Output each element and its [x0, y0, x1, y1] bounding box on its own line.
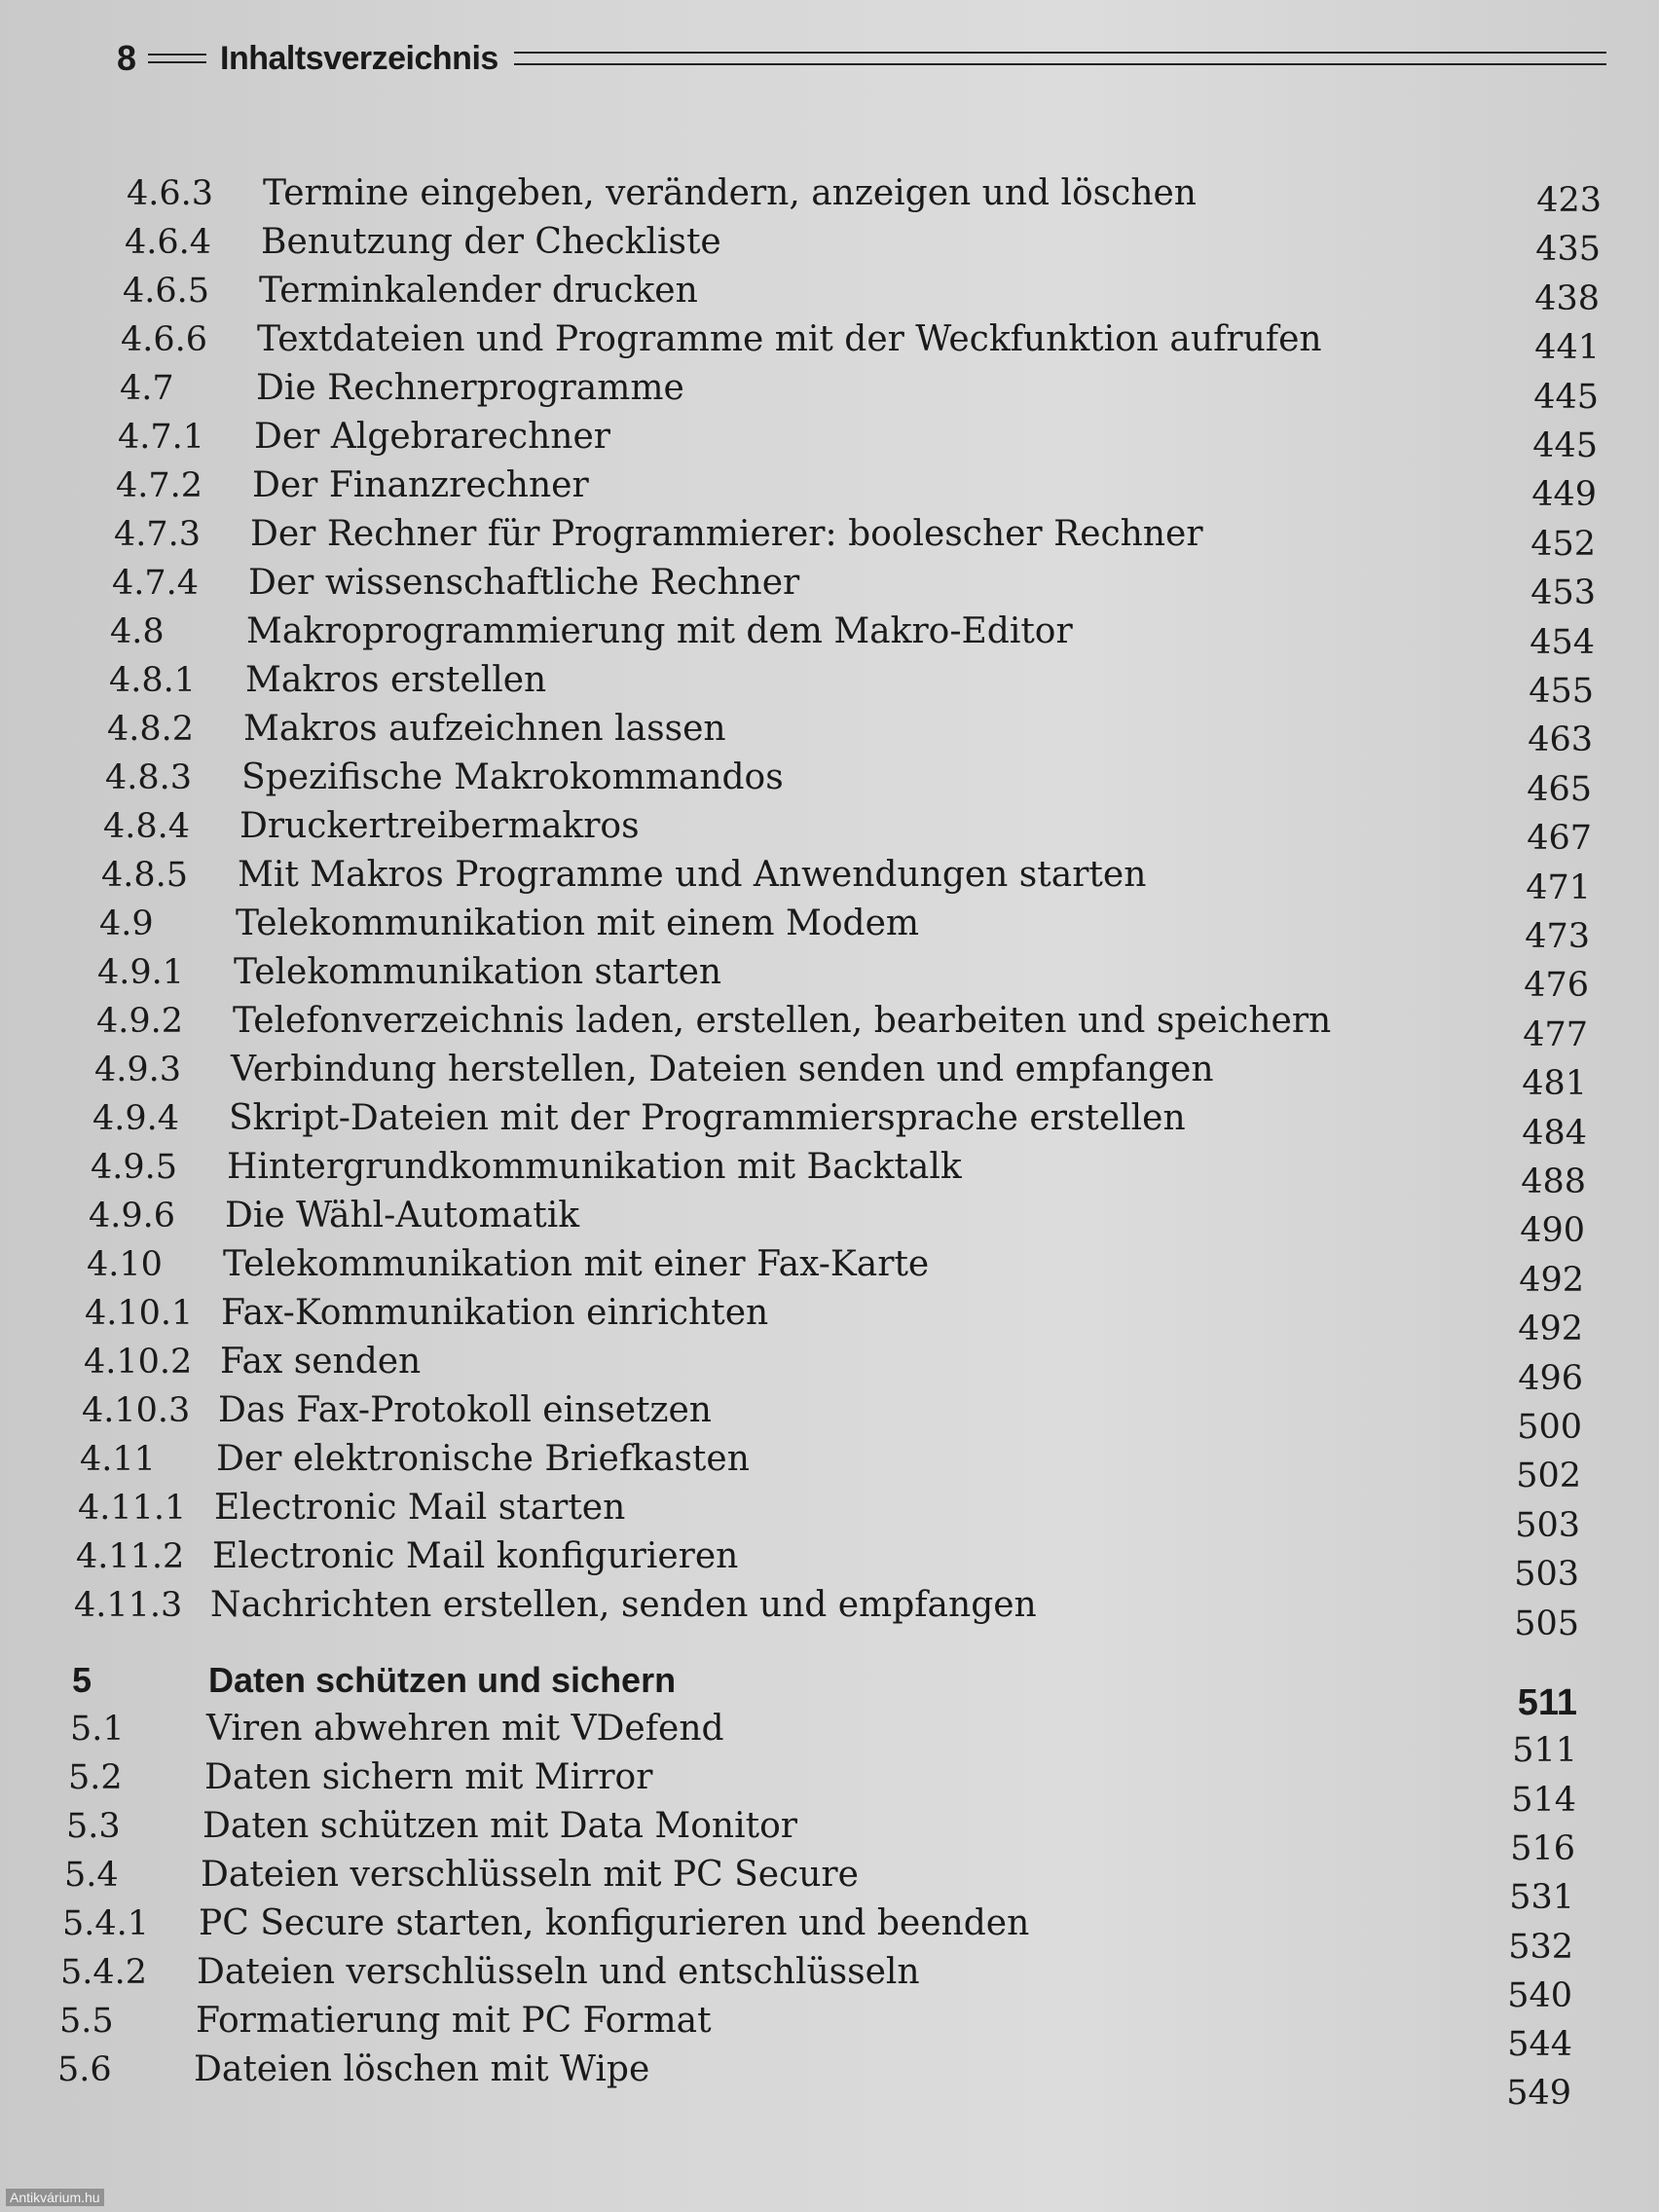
toc-section-title: Makros erstellen — [245, 660, 547, 700]
toc-row — [105, 757, 784, 802]
toc-section-title: PC Secure starten, konfigurieren und beenden — [199, 1903, 1030, 1943]
toc-page-number: 477 — [1523, 1014, 1588, 1054]
toc-section-number: 4.6.5 — [123, 272, 210, 311]
toc-section-number: 5.4.1 — [62, 1904, 150, 1943]
toc-section-number: 5.2 — [68, 1758, 123, 1797]
toc-section-title: Telekommunikation mit einer Fax-Karte — [223, 1244, 930, 1284]
toc-row — [96, 1001, 1331, 1046]
toc-row — [89, 1196, 579, 1240]
toc-section-title: Dateien verschlüsseln und entschlüsseln — [197, 1952, 920, 1992]
toc-row — [60, 1952, 920, 1997]
toc-row — [120, 368, 684, 413]
toc-page-number: 514 — [1511, 1780, 1576, 1820]
toc-page-number: 503 — [1515, 1505, 1580, 1545]
toc-section-number: 4.10.3 — [82, 1391, 191, 1430]
toc-section-number: 5.5 — [59, 2002, 114, 2041]
toc-page-number: 503 — [1514, 1555, 1579, 1595]
toc-row — [74, 1585, 1037, 1630]
header-page-number: 8 — [117, 38, 137, 78]
toc-row — [112, 563, 799, 608]
toc-section-number: 4.11.3 — [74, 1586, 183, 1625]
toc-row — [121, 319, 1322, 364]
toc-page-number: 473 — [1525, 917, 1590, 956]
toc-section-number: 4.11 — [80, 1440, 156, 1479]
toc-page-number: 492 — [1519, 1260, 1584, 1300]
toc-section-title: Die Wähl-Automatik — [225, 1196, 580, 1235]
toc-section-title: Daten sichern mit Mirror — [204, 1757, 653, 1797]
toc-row — [114, 514, 1203, 559]
toc-section-number: 5.3 — [66, 1807, 121, 1846]
toc-section-title: Makroprogrammierung mit dem Makro-Editor — [246, 611, 1073, 651]
toc-row — [85, 1293, 768, 1338]
toc-section-number: 4.9.1 — [97, 953, 185, 992]
toc-page-number: 467 — [1527, 819, 1592, 859]
toc-page-number: 453 — [1530, 573, 1596, 613]
toc-row — [64, 1855, 859, 1899]
toc-section-title: Telekommunikation starten — [234, 952, 722, 992]
toc-section-title: Das Fax-Protokoll einsetzen — [218, 1390, 712, 1430]
toc-page-number: 435 — [1535, 230, 1601, 270]
toc-row — [62, 1903, 1029, 1948]
toc-section-number: 4.7.3 — [114, 515, 202, 554]
toc-page-number: 505 — [1514, 1604, 1579, 1643]
toc-page-number: 511 — [1512, 1731, 1577, 1771]
toc-chapter-row — [72, 1660, 676, 1705]
toc-section-title: Dateien löschen mit Wipe — [194, 2049, 650, 2089]
toc-page-number: 481 — [1522, 1064, 1587, 1104]
toc-page-number: 423 — [1536, 181, 1602, 220]
toc-row — [59, 2001, 712, 2046]
toc-row — [125, 222, 721, 267]
toc-page-number: 438 — [1534, 278, 1600, 318]
toc-section-title: Fax senden — [220, 1342, 422, 1382]
toc-section-title: Telefonverzeichnis laden, erstellen, bearbeiten und speichern — [233, 1001, 1332, 1041]
toc-row — [116, 465, 589, 510]
toc-section-number: 4.9.3 — [94, 1051, 182, 1089]
toc-section-title: Daten schützen mit Data Monitor — [203, 1806, 797, 1846]
toc-row — [109, 660, 546, 705]
header-title: Inhaltsverzeichnis — [220, 39, 498, 77]
toc-page-number: 463 — [1528, 720, 1593, 760]
toc-row — [68, 1757, 652, 1802]
toc-page-number: 476 — [1524, 966, 1589, 1006]
toc-section-number: 4.8.4 — [103, 807, 191, 846]
toc-page-number: 445 — [1532, 426, 1598, 465]
toc-section-number: 4.7.4 — [112, 564, 200, 603]
toc-section-number: 5.6 — [57, 2050, 112, 2089]
toc-section-title: Verbindung herstellen, Dateien senden und empfangen — [231, 1050, 1214, 1089]
toc-row — [99, 903, 919, 948]
toc-section-number: 4.7.2 — [116, 466, 203, 505]
toc-section-number: 4.7.1 — [118, 418, 205, 457]
watermark: Antikvárium.hu — [6, 2189, 104, 2206]
toc-section-number: 4.9.5 — [91, 1148, 178, 1187]
toc-row — [107, 709, 726, 754]
toc-section-title: Electronic Mail konfigurieren — [212, 1536, 739, 1576]
toc-row — [97, 952, 721, 997]
toc-page-number: 471 — [1526, 867, 1591, 907]
toc-section-number: 4.11.2 — [76, 1537, 185, 1576]
toc-page-number: 488 — [1521, 1162, 1586, 1201]
toc-page-number: 441 — [1534, 328, 1600, 368]
toc-row — [127, 173, 1197, 218]
toc-row — [92, 1098, 1186, 1143]
toc-row — [57, 2049, 649, 2094]
toc-page-number: 484 — [1522, 1113, 1587, 1153]
toc-section-title: Makros aufzeichnen lassen — [243, 709, 726, 749]
toc-section-number: 4.10.1 — [85, 1294, 194, 1333]
toc-page-number: 449 — [1531, 475, 1597, 515]
toc-page-number: 532 — [1508, 1927, 1573, 1967]
toc-row — [70, 1709, 724, 1753]
toc-section-title: Daten schützen und sichern — [208, 1660, 677, 1700]
toc-section-number: 4.10.2 — [84, 1343, 193, 1382]
toc-page-number: 549 — [1506, 2074, 1571, 2114]
toc-page-number: 531 — [1509, 1878, 1574, 1918]
toc-page-number: 465 — [1527, 769, 1592, 809]
toc-section-title: Formatierung mit PC Format — [196, 2001, 712, 2041]
toc-row — [91, 1147, 962, 1192]
toc-section-number: 4.9.4 — [92, 1099, 180, 1138]
toc-section-title: Mit Makros Programme und Anwendungen starten — [238, 855, 1147, 895]
toc-page-number: 511 — [1517, 1682, 1577, 1723]
toc-section-title: Textdateien und Programme mit der Weckfunktion aufrufen — [257, 319, 1322, 359]
toc-section-number: 5.1 — [70, 1710, 125, 1749]
toc-section-number: 4.8 — [110, 612, 165, 651]
toc-row — [82, 1390, 712, 1435]
toc-section-title: Viren abwehren mit VDefend — [206, 1709, 724, 1749]
toc-section-title: Termine eingeben, verändern, anzeigen und löschen — [263, 173, 1197, 213]
toc-section-number: 5.4.2 — [60, 1953, 148, 1992]
toc-page-number: 544 — [1507, 2025, 1572, 2065]
toc-section-number: 4.9.6 — [89, 1197, 176, 1235]
toc-section-title: Nachrichten erstellen, senden und empfangen — [210, 1585, 1037, 1625]
toc-row — [87, 1244, 929, 1289]
toc-section-title: Benutzung der Checkliste — [261, 222, 721, 262]
toc-section-number: 5.4 — [64, 1856, 119, 1895]
toc-section-title: Der Finanzrechner — [252, 465, 589, 505]
toc-row — [84, 1342, 421, 1386]
toc-row — [76, 1536, 738, 1581]
toc-section-title: Electronic Mail starten — [214, 1488, 626, 1528]
toc-row — [110, 611, 1073, 656]
toc-section-title: Skript-Dateien mit der Programmiersprache erstellen — [229, 1098, 1186, 1138]
toc-page-number: 455 — [1529, 672, 1594, 711]
toc-section-title: Druckertreibermakros — [240, 806, 640, 846]
toc-section-number: 4.9.2 — [96, 1002, 184, 1041]
toc-row — [118, 417, 610, 461]
toc-page-number: 540 — [1507, 1975, 1572, 2015]
toc-row — [123, 271, 698, 315]
toc-section-title: Der wissenschaftliche Rechner — [248, 563, 800, 603]
toc-section-title: Die Rechnerprogramme — [256, 368, 684, 408]
toc-page-number: 516 — [1510, 1828, 1575, 1868]
toc-section-title: Dateien verschlüsseln mit PC Secure — [201, 1855, 859, 1895]
toc-section-title: Der elektronische Briefkasten — [216, 1439, 750, 1479]
toc-row — [66, 1806, 797, 1851]
toc-section-number: 4.6.4 — [125, 223, 212, 262]
toc-section-number: 4.8.5 — [101, 856, 189, 895]
toc-row — [80, 1439, 750, 1484]
toc-page-number: 490 — [1520, 1211, 1585, 1251]
toc-page-number: 454 — [1530, 622, 1595, 662]
toc-section-title: Der Algebrarechner — [254, 417, 610, 457]
toc-section-number: 4.9 — [99, 904, 154, 943]
toc-section-title: Spezifische Makrokommandos — [241, 757, 784, 797]
toc-section-number: 4.8.3 — [105, 758, 193, 797]
toc-row — [78, 1488, 625, 1532]
toc-page-number: 445 — [1533, 377, 1599, 417]
toc-section-number: 4.6.6 — [121, 320, 208, 359]
toc-section-title: Hintergrundkommunikation mit Backtalk — [227, 1147, 962, 1187]
toc-section-number: 4.8.1 — [109, 661, 197, 700]
toc-section-title: Telekommunikation mit einem Modem — [236, 903, 920, 943]
toc-section-title: Der Rechner für Programmierer: boolescher Rechner — [250, 514, 1203, 554]
toc-section-number: 4.8.2 — [107, 710, 195, 749]
toc-section-number: 4.11.1 — [78, 1489, 187, 1528]
toc-row — [103, 806, 640, 851]
toc-row — [101, 855, 1146, 900]
toc-section-title: Fax-Kommunikation einrichten — [221, 1293, 769, 1333]
toc-page-number: 500 — [1517, 1408, 1582, 1447]
toc-page-number: 502 — [1516, 1456, 1581, 1496]
toc-row — [94, 1050, 1214, 1094]
toc-page-number: 496 — [1518, 1358, 1583, 1398]
toc-page-number: 452 — [1530, 524, 1596, 564]
toc-section-number: 4.6.3 — [127, 174, 214, 213]
toc-section-number: 4.7 — [120, 369, 174, 408]
toc-section-title: Terminkalender drucken — [259, 271, 698, 311]
toc-section-number: 4.10 — [87, 1245, 163, 1284]
toc-section-number: 5 — [72, 1660, 92, 1700]
toc-page-number: 492 — [1518, 1309, 1583, 1349]
